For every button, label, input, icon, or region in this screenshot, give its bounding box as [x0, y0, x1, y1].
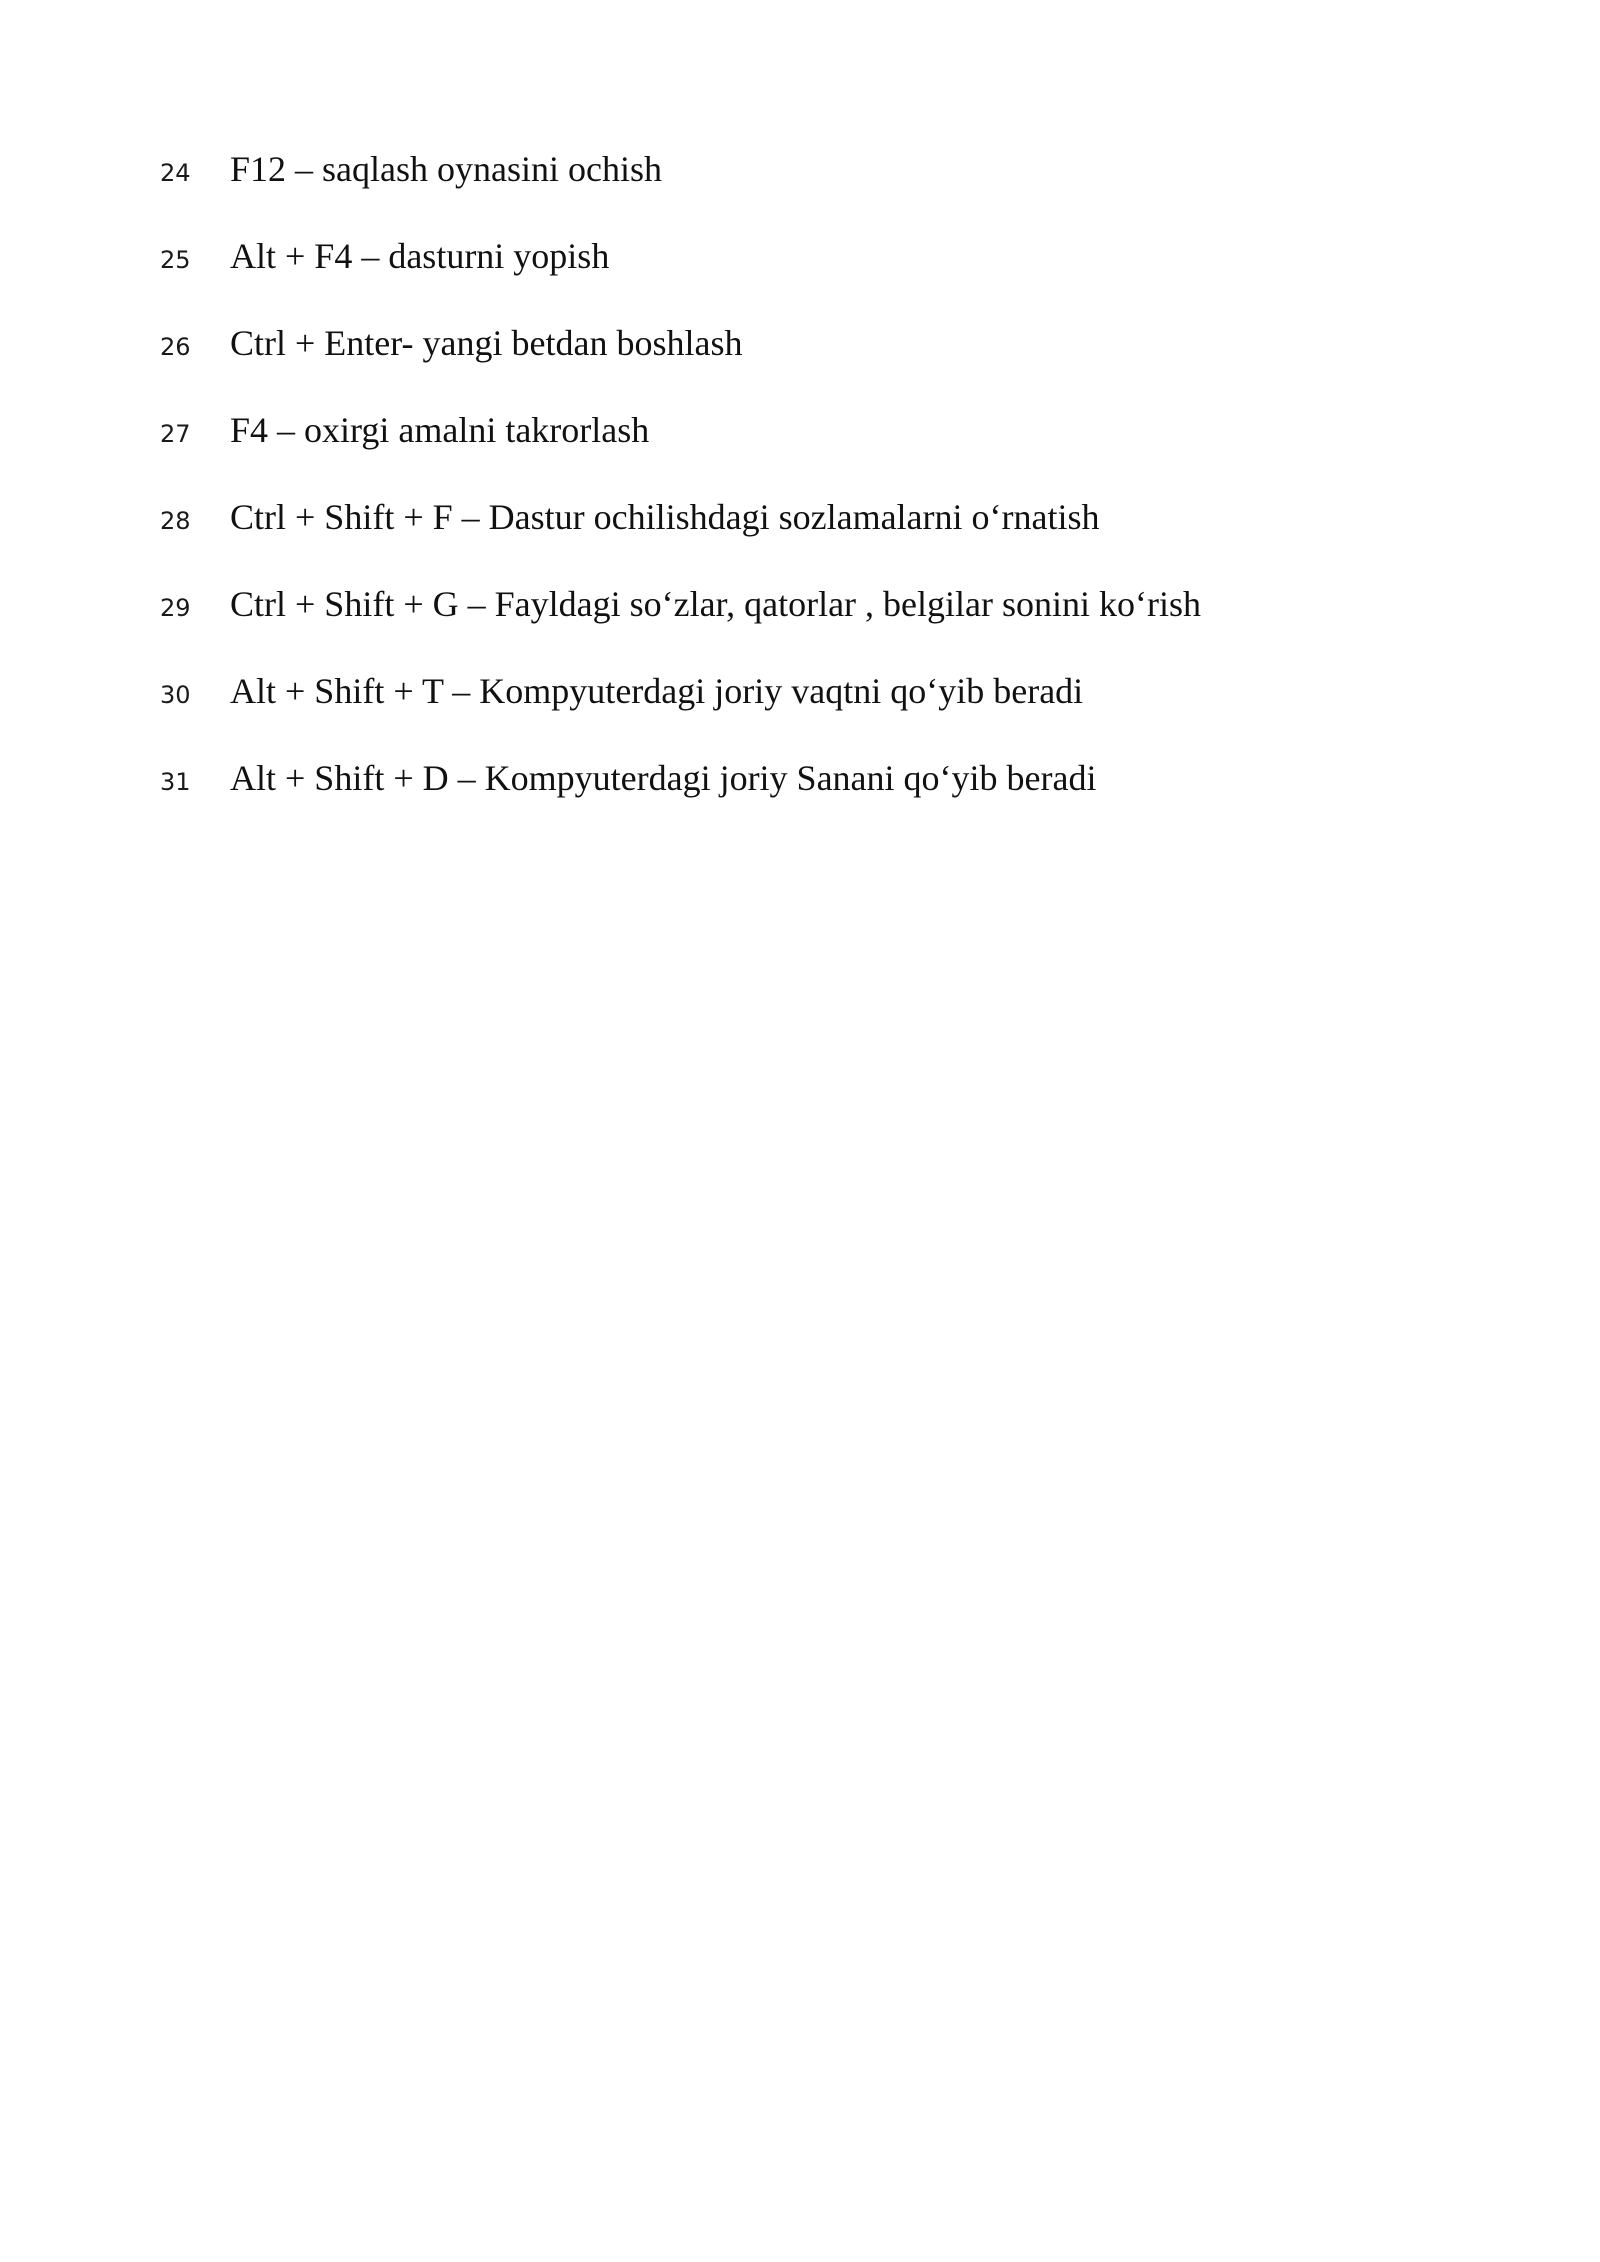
- line-number: 29: [160, 594, 191, 622]
- line-text: Alt + F4 – dasturni yopish: [230, 236, 610, 276]
- line-text: F4 – oxirgi amalni takrorlash: [230, 410, 650, 450]
- line-text: Alt + Shift + D – Kompyuterdagi joriy Sanani qo‘yib beradi: [230, 758, 1097, 798]
- list-item: [160, 409, 1460, 496]
- list-item: [160, 148, 1460, 235]
- numbered-line-list: [160, 148, 1460, 844]
- line-text: Ctrl + Shift + F – Dastur ochilishdagi sozlamalarni o‘rnatish: [230, 497, 1100, 537]
- line-number: 28: [160, 507, 191, 535]
- list-item: [160, 235, 1460, 322]
- line-number: 26: [160, 333, 191, 361]
- line-text: Ctrl + Enter- yangi betdan boshlash: [230, 323, 743, 363]
- line-text: Alt + Shift + T – Kompyuterdagi joriy vaqtni qo‘yib beradi: [230, 671, 1084, 711]
- list-item: [160, 322, 1460, 409]
- line-number: 27: [160, 420, 191, 448]
- line-number: 31: [160, 768, 191, 796]
- list-item: [160, 757, 1460, 844]
- list-item: [160, 670, 1460, 757]
- line-text: F12 – saqlash oynasini ochish: [230, 149, 662, 189]
- line-number: 30: [160, 681, 191, 709]
- line-number: 24: [160, 159, 191, 187]
- line-text: Ctrl + Shift + G – Fayldagi so‘zlar, qatorlar , belgilar sonini ko‘rish: [230, 584, 1201, 624]
- list-item: [160, 496, 1460, 583]
- line-number: 25: [160, 246, 191, 274]
- list-item: [160, 583, 1460, 670]
